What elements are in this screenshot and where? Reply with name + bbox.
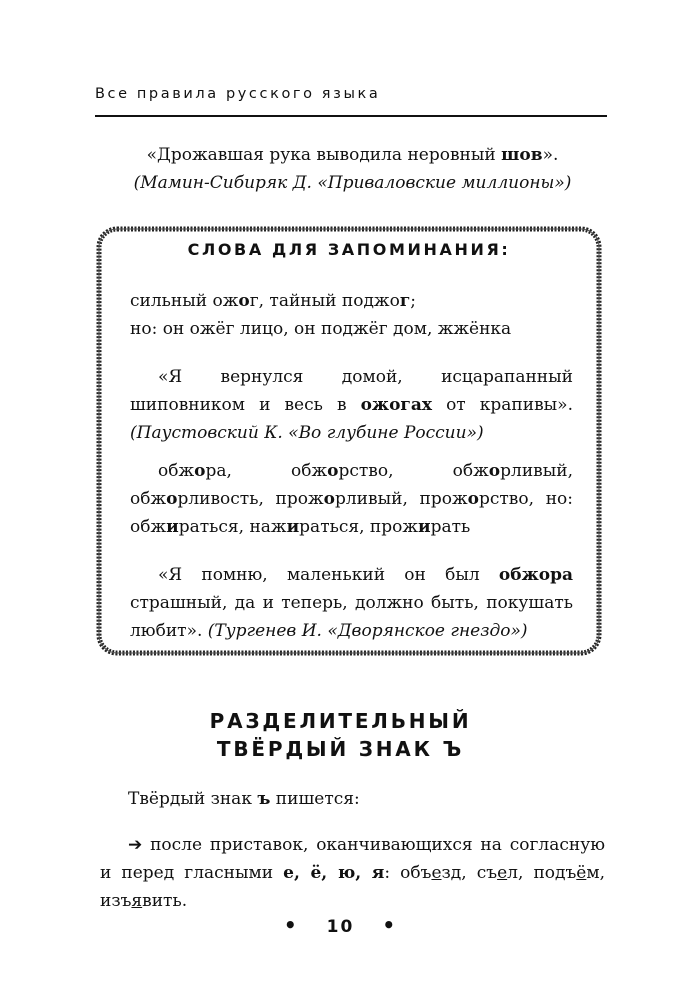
memorize-para-4-source: (Тургенев И. «Дворянское гнездо») bbox=[207, 621, 528, 641]
memorize-para-3-part: рство, но: обж bbox=[130, 489, 573, 537]
memorize-para-3-part: ра, обж bbox=[205, 461, 328, 481]
memorize-para-3-part: рать bbox=[430, 517, 471, 537]
memorize-para-4-bold: обжора bbox=[498, 565, 573, 585]
section-intro-end: пишется: bbox=[270, 789, 360, 809]
memorize-para-1-part: о bbox=[238, 291, 250, 311]
memorize-para-3-part: раться, наж bbox=[178, 517, 287, 537]
section-intro bbox=[100, 785, 605, 813]
memorize-para-2 bbox=[130, 363, 573, 447]
memorize-para-1-part: г, тайный поджо bbox=[249, 291, 400, 311]
header-rule bbox=[95, 115, 607, 117]
memorize-para-1-line-1 bbox=[130, 291, 416, 311]
section-rule bbox=[100, 831, 605, 915]
section-rule-colon: : bbox=[384, 863, 401, 883]
example-word: изъявить bbox=[100, 891, 182, 911]
section-rule-text: после приставок, оканчивающихся на согласную и перед гласными bbox=[100, 835, 605, 883]
memorize-para-3-part: о bbox=[327, 461, 339, 481]
top-quote-end: ». bbox=[542, 145, 559, 165]
memorize-para-1-part: г bbox=[399, 291, 411, 311]
memorize-para-3-part: и bbox=[286, 517, 300, 537]
section-title bbox=[0, 707, 681, 763]
memorize-para-3-part: о bbox=[467, 489, 479, 509]
top-quote-bold-word: шов bbox=[501, 145, 543, 165]
section-title-line-1: РАЗДЕЛИТЕЛЬНЫЙ bbox=[209, 709, 472, 733]
memorize-para-2-text: «Я вернулся домой, исцарапанный шиповником и весь в bbox=[130, 367, 573, 415]
memorize-para-3-part: рливый, обж bbox=[130, 461, 573, 509]
memorize-para-1-part: ; bbox=[410, 291, 416, 311]
page-number: 10 bbox=[326, 917, 355, 937]
memorize-para-1 bbox=[130, 287, 573, 343]
example-word: съел bbox=[476, 863, 518, 883]
memorize-para-3-part: рливость, прож bbox=[177, 489, 324, 509]
section-rule-examples: объезд, съел, подъём, изъявить. bbox=[100, 863, 605, 911]
arrow-icon: ➔ bbox=[128, 835, 143, 855]
memorize-para-3-part: и bbox=[418, 517, 431, 537]
memorize-para-3-part: рство, обж bbox=[338, 461, 489, 481]
bullet-left: • bbox=[283, 913, 299, 937]
memorize-para-3-part: обж bbox=[158, 461, 195, 481]
section-title-line-2: ТВЁРДЫЙ ЗНАК Ъ bbox=[216, 737, 465, 761]
top-quote bbox=[100, 141, 605, 197]
memorize-para-2-end: от крапивы». bbox=[432, 395, 573, 415]
section-rule-letters: е, ё, ю, я bbox=[283, 863, 385, 883]
bullet-right: • bbox=[382, 913, 398, 937]
section-intro-text: Твёрдый знак bbox=[128, 789, 258, 809]
page-footer bbox=[0, 913, 681, 937]
memorize-para-2-source: (Паустовский К. «Во глубине России») bbox=[130, 423, 484, 443]
running-header: Все правила русского языка bbox=[95, 86, 381, 102]
memorize-para-3-part: о bbox=[166, 489, 178, 509]
top-quote-text: «Дрожавшая рука выводила неровный bbox=[146, 145, 502, 165]
memorize-para-3-part: о bbox=[194, 461, 206, 481]
section-intro-bold: ъ bbox=[257, 789, 271, 809]
memorize-para-3 bbox=[130, 457, 573, 541]
memorize-para-4 bbox=[130, 561, 573, 645]
memorize-para-3-part: о bbox=[488, 461, 501, 481]
memorize-para-3-part: рливый, прож bbox=[335, 489, 468, 509]
memorize-para-2-bold: ожогах bbox=[360, 395, 432, 415]
memorize-para-1-line-2: но: он ожёг лицо, он поджёг дом, жжёнка bbox=[130, 319, 512, 339]
memorize-para-3-part: о bbox=[323, 489, 335, 509]
memorize-para-3-part: и bbox=[166, 517, 179, 537]
top-quote-source: (Мамин-Сибиряк Д. «Приваловские миллионы») bbox=[133, 173, 572, 193]
memorize-box-title: СЛОВА ДЛЯ ЗАПОМИНАНИЯ: bbox=[187, 240, 511, 259]
memorize-para-1-part: сильный ож bbox=[130, 291, 239, 311]
example-word: объезд bbox=[400, 863, 462, 883]
memorize-para-4-text: «Я помню, маленький он был bbox=[158, 565, 499, 585]
example-word: подъём bbox=[533, 863, 600, 883]
memorize-para-3-part: раться, прож bbox=[299, 517, 418, 537]
memorize-para-4-end: страшный, да и теперь, должно быть, покушать любит». bbox=[130, 593, 573, 641]
